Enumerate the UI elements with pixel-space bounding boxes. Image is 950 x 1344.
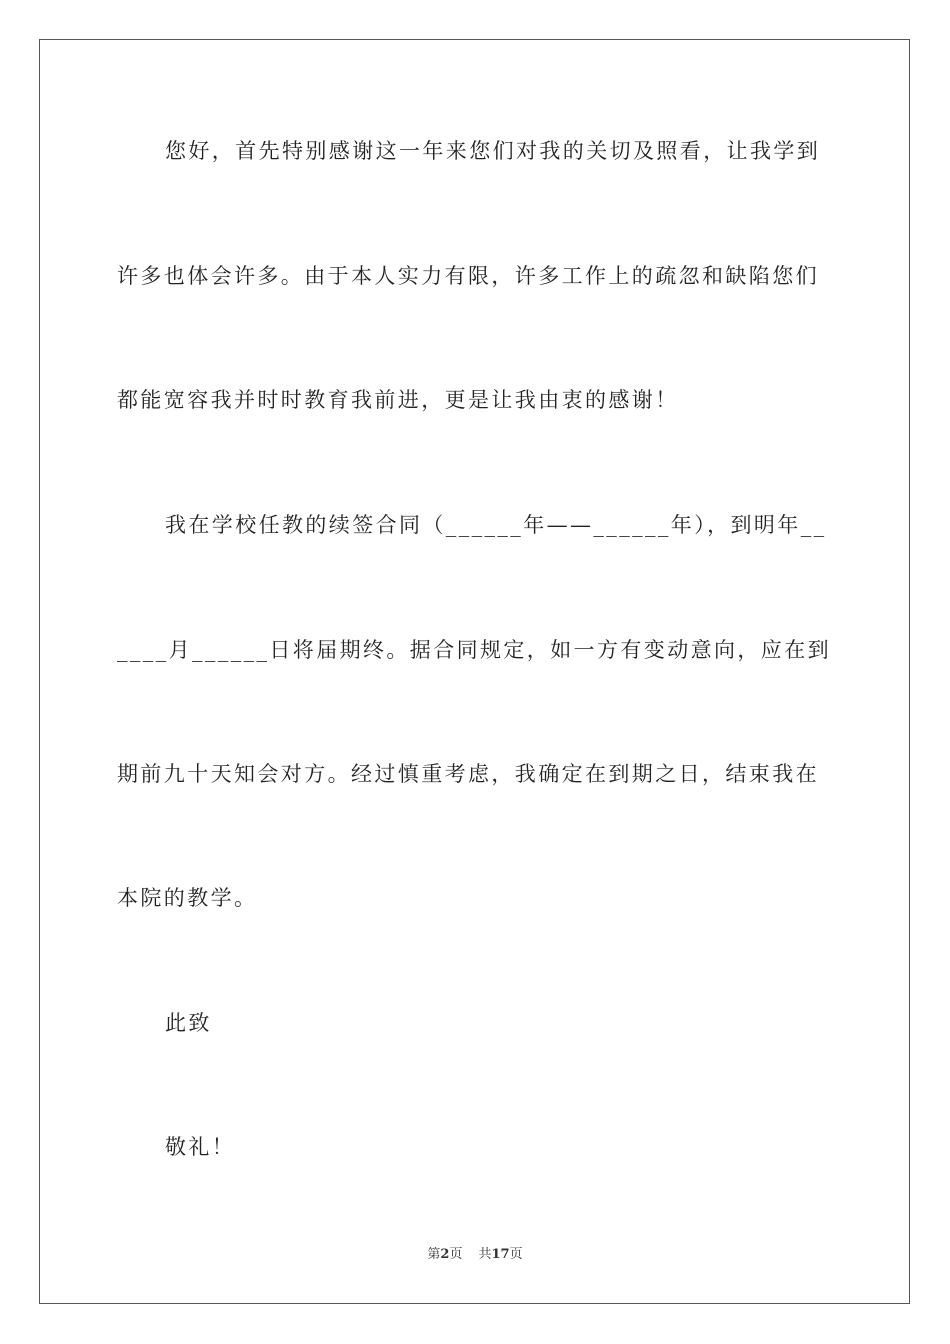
paragraph-2-line-2: ____月______日将届期终。据合同规定，如一方有变动意向，应在到: [117, 638, 831, 662]
paragraph-1-line-1: 您好，首先特别感谢这一年来您们对我的关切及照看，让我学到: [165, 139, 821, 163]
total-suffix: 页: [509, 1247, 523, 1262]
paragraph-2-line-1: 我在学校任教的续签合同（______年——______年），到明年__: [165, 513, 827, 537]
closing-salutation: 此致: [165, 1011, 212, 1035]
paragraph-2-line-4: 本院的教学。: [117, 886, 258, 910]
page-footer: [0, 1246, 950, 1264]
page-border: [39, 39, 910, 1304]
total-prefix: 共: [478, 1247, 492, 1262]
total-pages-number: 17: [491, 1247, 510, 1262]
paragraph-2-line-3: 期前九十天知会对方。经过慎重考虑，我确定在到期之日，结束我在: [117, 762, 819, 786]
closing-regards: 敬礼！: [165, 1135, 236, 1159]
paragraph-1-line-3: 都能宽容我并时时教育我前进，更是让我由衷的感谢！: [117, 388, 679, 412]
paragraph-1-line-2: 许多也体会许多。由于本人实力有限，许多工作上的疏忽和缺陷您们: [117, 264, 819, 288]
page-prefix: 第: [427, 1247, 441, 1262]
page-current-number: 2: [440, 1247, 450, 1262]
page-suffix: 页: [449, 1247, 463, 1262]
